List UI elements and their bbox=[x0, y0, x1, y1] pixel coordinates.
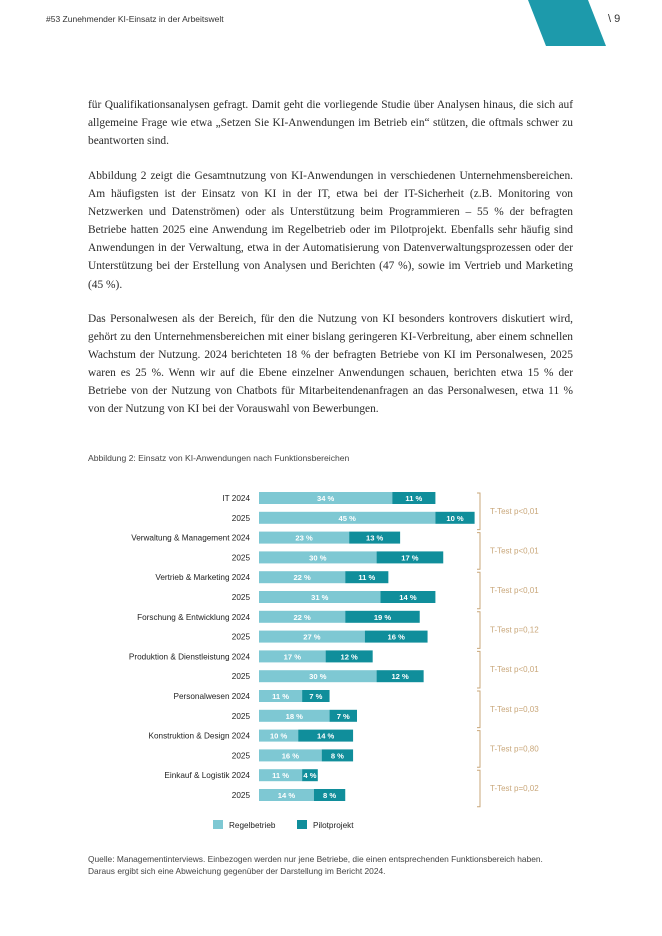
category-label: 2025 bbox=[231, 513, 250, 523]
data-label-pilotprojekt: 12 % bbox=[391, 672, 409, 682]
category-label: Einkauf & Logistik 2024 bbox=[164, 771, 250, 781]
data-label-regelbetrieb: 22 % bbox=[293, 612, 311, 622]
data-label-pilotprojekt: 11 % bbox=[405, 494, 423, 503]
data-label-regelbetrieb: 18 % bbox=[285, 711, 303, 721]
data-label-pilotprojekt: 4 % bbox=[303, 771, 317, 781]
data-label-pilotprojekt: 14 % bbox=[316, 731, 335, 741]
data-label-regelbetrieb: 11 % bbox=[272, 771, 290, 781]
ttest-label: T-Test p<0,01 bbox=[490, 665, 539, 675]
data-label-pilotprojekt: 7 % bbox=[336, 711, 350, 721]
data-label-regelbetrieb: 16 % bbox=[281, 751, 300, 761]
data-label-pilotprojekt: 13 % bbox=[365, 533, 384, 543]
legend-swatch-regelbetrieb bbox=[213, 820, 223, 829]
category-label: 2025 bbox=[231, 751, 250, 761]
data-label-pilotprojekt: 19 % bbox=[373, 612, 392, 622]
data-label-pilotprojekt: 11 % bbox=[358, 573, 376, 583]
ttest-label: T-Test p<0,01 bbox=[490, 586, 539, 595]
data-label-pilotprojekt: 8 % bbox=[323, 791, 337, 800]
paragraph-2: Abbildung 2 zeigt die Gesamtnutzung von KI-Anwendungen in verschiedenen Unternehmensbereichen. Am häufigsten ist der Einsatz von KI in der IT, etwa bei der IT-Sicherheit (z.B. Monitoring von Netzwerken und Datenströmen) oder als Unterstützung beim Programmieren – 55 % der befragten Betriebe hatten 2025 eine Anwendung im Regelbetrieb oder im Pilotprojekt. Ebenfalls sehr häufig sind Anwendungen in der Verwaltung, etwa in der Automatisierung von Datenverwaltungsprozessen oder der Unterstützung bei der Erstellung von Analysen und Berichten (47 %), sowie im Vertrieb und Marketing (45 %). bbox=[88, 170, 573, 291]
data-label-regelbetrieb: 30 % bbox=[309, 672, 327, 682]
data-label-regelbetrieb: 31 % bbox=[311, 593, 329, 602]
data-label-pilotprojekt: 12 % bbox=[340, 652, 358, 662]
ttest-bracket bbox=[477, 612, 480, 649]
category-label: Forschung & Entwicklung 2024 bbox=[137, 612, 250, 622]
category-label: 2025 bbox=[231, 711, 250, 721]
data-label-regelbetrieb: 23 % bbox=[295, 533, 313, 543]
category-label: IT 2024 bbox=[222, 494, 250, 503]
ttest-bracket bbox=[477, 533, 480, 570]
ttest-label: T-Test p=0,80 bbox=[490, 744, 539, 754]
category-label: 2025 bbox=[231, 672, 250, 682]
data-label-pilotprojekt: 10 % bbox=[446, 513, 464, 523]
legend-label-regelbetrieb: Regelbetrieb bbox=[229, 821, 276, 830]
category-label: Vertrieb & Marketing 2024 bbox=[155, 573, 250, 583]
ttest-bracket bbox=[477, 770, 480, 807]
paragraph-1: für Qualifikationsanalysen gefragt. Damit geht die vorliegende Studie über Analysen hinaus, die sich auf allgemeine Frage wie etwa „Setzen Sie KI-Anwendungen im Betrieb ein“ stützen, die oftmals schwer zu beantworten sind. bbox=[88, 99, 573, 148]
data-label-regelbetrieb: 11 % bbox=[272, 692, 290, 701]
data-label-regelbetrieb: 22 % bbox=[293, 573, 311, 583]
data-label-pilotprojekt: 17 % bbox=[401, 553, 419, 563]
category-label: Konstruktion & Design 2024 bbox=[148, 731, 250, 741]
ttest-bracket bbox=[477, 572, 480, 609]
corner-decoration bbox=[0, 0, 662, 50]
ttest-label: T-Test p<0,01 bbox=[490, 546, 539, 556]
data-label-pilotprojekt: 8 % bbox=[330, 751, 344, 761]
data-label-pilotprojekt: 14 % bbox=[399, 593, 417, 602]
data-label-regelbetrieb: 27 % bbox=[303, 632, 321, 642]
data-label-pilotprojekt: 16 % bbox=[387, 632, 405, 642]
data-label-regelbetrieb: 30 % bbox=[309, 553, 327, 563]
category-label: Verwaltung & Management 2024 bbox=[131, 533, 250, 543]
legend-swatch-pilotprojekt bbox=[297, 820, 307, 829]
data-label-regelbetrieb: 17 % bbox=[283, 652, 301, 662]
data-label-pilotprojekt: 7 % bbox=[309, 692, 323, 701]
ttest-label: T-Test p=0,02 bbox=[490, 784, 539, 793]
figure-caption: Abbildung 2: Einsatz von KI-Anwendungen nach Funktionsbereichen bbox=[88, 453, 350, 463]
data-label-regelbetrieb: 45 % bbox=[338, 513, 356, 523]
functional-area-bar-chart bbox=[0, 480, 662, 840]
ttest-label: T-Test p=0,03 bbox=[490, 704, 539, 714]
data-label-regelbetrieb: 10 % bbox=[269, 731, 288, 741]
ttest-bracket bbox=[477, 691, 480, 728]
ttest-label: T-Test p<0,01 bbox=[490, 506, 539, 516]
category-label: Produktion & Dienstleistung 2024 bbox=[128, 652, 250, 662]
category-label: 2025 bbox=[231, 593, 250, 602]
category-label: Personalwesen 2024 bbox=[173, 692, 250, 701]
category-label: 2025 bbox=[231, 791, 250, 800]
ttest-label: T-Test p=0,12 bbox=[490, 625, 539, 635]
data-label-regelbetrieb: 14 % bbox=[277, 791, 296, 800]
page-number: \ 9 bbox=[608, 13, 621, 25]
ttest-bracket bbox=[477, 651, 480, 688]
ttest-bracket bbox=[477, 493, 480, 530]
category-label: 2025 bbox=[231, 553, 250, 563]
data-label-regelbetrieb: 34 % bbox=[316, 494, 335, 503]
legend-label-pilotprojekt: Pilotprojekt bbox=[313, 821, 354, 830]
running-header: #53 Zunehmender KI-Einsatz in der Arbeitswelt bbox=[46, 14, 224, 24]
ttest-bracket bbox=[477, 731, 480, 768]
category-label: 2025 bbox=[231, 632, 250, 642]
paragraph-3: Das Personalwesen als der Bereich, für den die Nutzung von KI besonders kontrovers diskutiert wird, gehört zu den Unternehmensbereichen mit einer bislang geringeren KI-Verbreitung, aber einem schnellen Wachstum der Nutzung. 2024 berichteten 18 % der befragten Betriebe von KI im Personalwesen, 2025 waren es 25 %. Wenn wir auf die Ebene einzelner Anwendungen schauen, berichten etwa 15 % der Betriebe von der Nutzung von Chatbots für Mitarbeitendenanfragen an das Personalwesen, etwa 11 % von der Nutzung von KI bei der Vorauswahl von Bewerbungen. bbox=[88, 313, 573, 416]
source-note: Quelle: Managementinterviews. Einbezogen werden nur jene Betriebe, die einen entsprechenden Funktionsbereich haben. Daraus ergibt sich eine Abweichung gegenüber der Darstellung im Bericht 2024. bbox=[88, 854, 543, 876]
